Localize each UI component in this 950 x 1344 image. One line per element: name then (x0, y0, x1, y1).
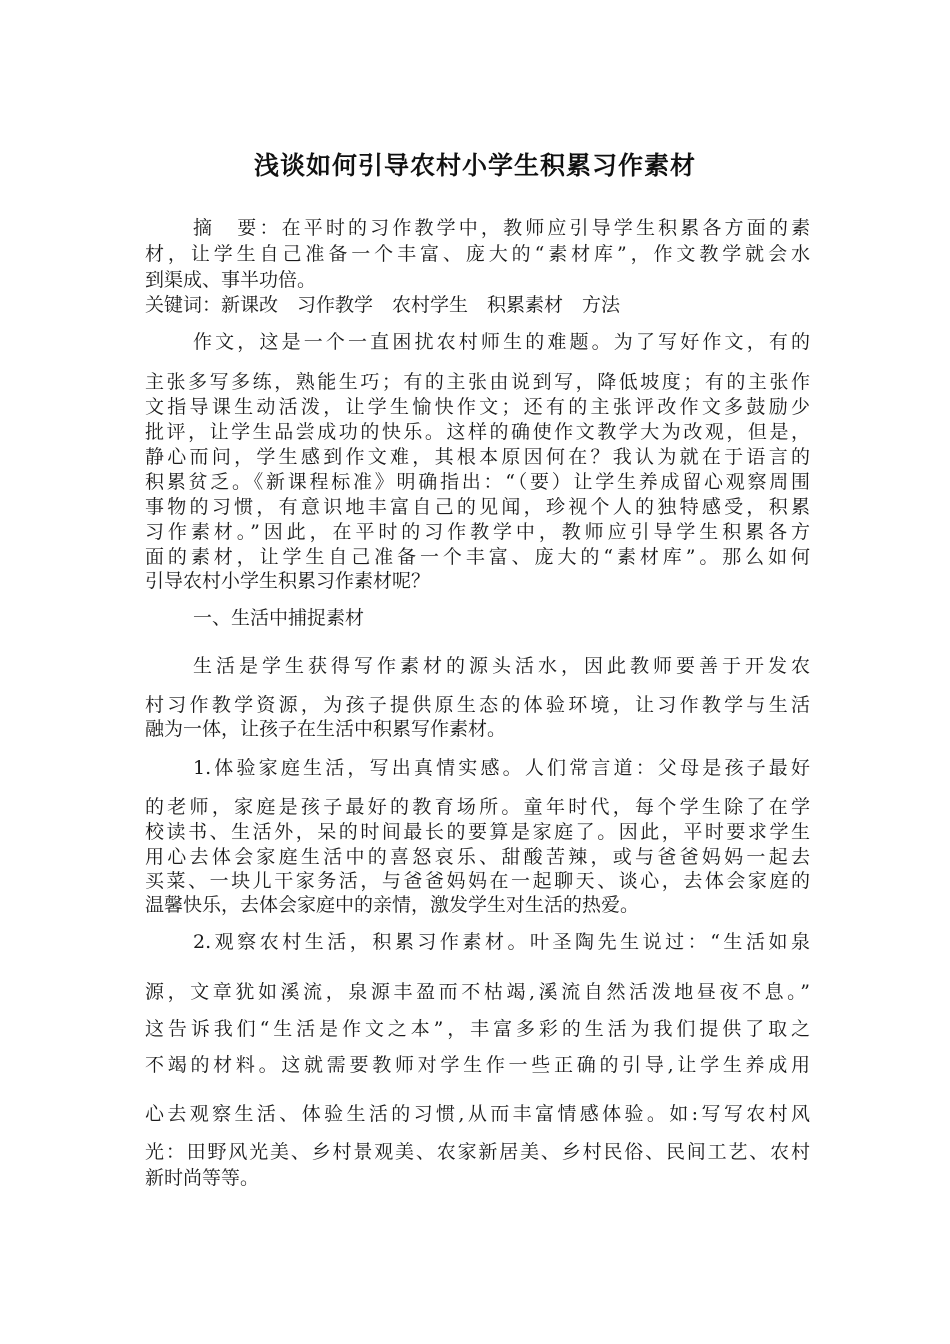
paragraph-line: 的老师，家庭是孩子最好的教育场所。童年时代，每个学生除了在学 (145, 796, 810, 818)
document-title: 浅谈如何引导农村小学生积累习作素材 (253, 151, 696, 180)
paragraph-line: 心去观察生活、体验生活的习惯,从而丰富情感体验。如:写写农村风 (145, 1103, 810, 1125)
paragraph-line: 习作素材。”因此，在平时的习作教学中，教师应引导学生积累各方 (145, 521, 810, 543)
paragraph-line: 文指导课生动活泼，让学生愉快作文；还有的主张评改作文多鼓励少 (145, 396, 810, 418)
paragraph-line: 积累贫乏。《新课程标准》明确指出：“（要）让学生养成留心观察周围 (145, 471, 810, 493)
paragraph-line: 主张多写多练，熟能生巧；有的主张由说到写，降低坡度；有的主张作 (145, 371, 810, 393)
paragraph-line: 用心去体会家庭生活中的喜怒哀乐、甜酸苦辣，或与爸爸妈妈一起去 (145, 846, 810, 868)
paragraph-line: 村习作教学资源，为孩子提供原生态的体验环境，让习作教学与生活 (145, 694, 810, 716)
paragraph-line: 这告诉我们“生活是作文之本”，丰富多彩的生活为我们提供了取之 (145, 1018, 810, 1040)
paragraph-line: 买菜、一块儿干家务活，与爸爸妈妈在一起聊天、谈心，去体会家庭的 (145, 870, 810, 892)
paragraph-line: 静心而问，学生感到作文难，其根本原因何在？我认为就在于语言的 (145, 446, 810, 468)
paragraph-line: 融为一体，让孩子在生活中积累写作素材。 (145, 718, 507, 740)
paragraph-line: 面的素材，让学生自己准备一个丰富、庞大的“素材库”。那么如何 (145, 546, 810, 568)
keywords-line: 关键词：新课改 习作教学 农村学生 积累素材 方法 (145, 294, 621, 316)
paragraph-line: 作文，这是一个一直困扰农村师生的难题。为了写好作文，有的 (193, 331, 810, 353)
paragraph-line: 光：田野风光美、乡村景观美、农家新居美、乡村民俗、民间工艺、农村 (145, 1141, 810, 1163)
section-heading: 一、生活中捕捉素材 (193, 607, 365, 629)
paragraph-line: 温馨快乐，去体会家庭中的亲情，激发学生对生活的热爱。 (145, 894, 640, 916)
paragraph-line: 引导农村小学生积累习作素材呢？ (145, 570, 431, 592)
paragraph-line: 1.体验家庭生活，写出真情实感。人们常言道：父母是孩子最好 (193, 757, 810, 779)
paragraph-line: 生活是学生获得写作素材的源头活水，因此教师要善于开发农 (193, 655, 810, 677)
abstract-line: 材，让学生自己准备一个丰富、庞大的“素材库”，作文教学就会水 (145, 243, 810, 265)
paragraph-line: 事物的习惯，有意识地丰富自己的见闻，珍视个人的独特感受，积累 (145, 496, 810, 518)
paragraph-line: 校读书、生活外，呆的时间最长的要算是家庭了。因此，平时要求学生 (145, 821, 810, 843)
abstract-line: 到渠成、事半功倍。 (145, 269, 317, 291)
paragraph-line: 源，文章犹如溪流，泉源丰盈而不枯竭,溪流自然活泼地昼夜不息。” (145, 981, 810, 1003)
paragraph-line: 不竭的材料。这就需要教师对学生作一些正确的引导,让学生养成用 (145, 1054, 810, 1076)
paragraph-line: 2.观察农村生活，积累习作素材。叶圣陶先生说过：“生活如泉 (193, 931, 810, 953)
paragraph-line: 新时尚等等。 (145, 1167, 260, 1189)
paragraph-line: 批评，让学生品尝成功的快乐。这样的确使作文教学大为改观，但是， (145, 421, 810, 443)
abstract-line: 摘 要：在平时的习作教学中，教师应引导学生积累各方面的素 (193, 217, 810, 239)
